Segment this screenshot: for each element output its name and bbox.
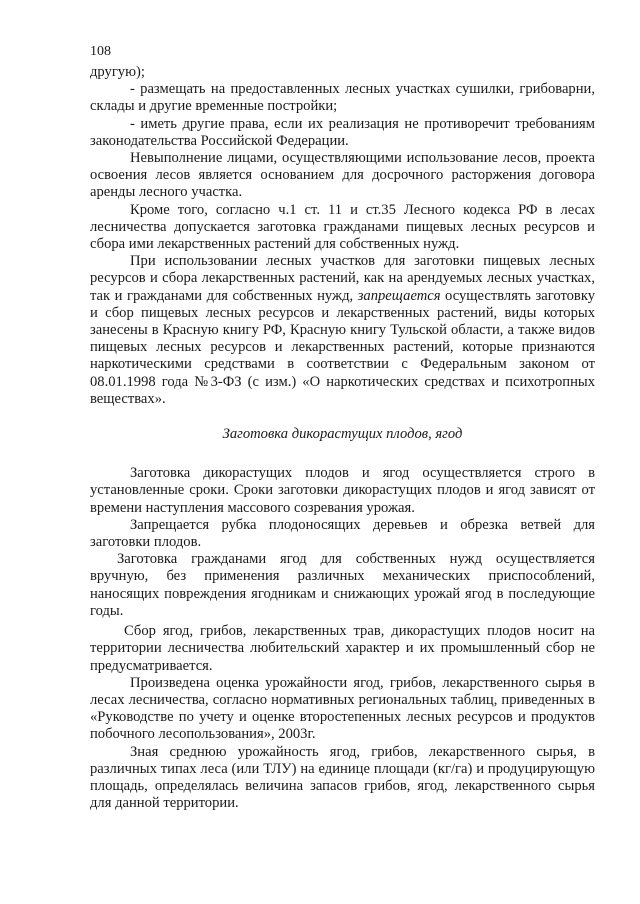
- paragraph: Заготовка гражданами ягод для собственных нужд осуществляется вручную, без применения различных механических приспособлений, наносящих повреждения ягодникам и снижающих урожай ягод в последующие годы.: [90, 551, 595, 619]
- paragraph: Сбор ягод, грибов, лекарственных трав, дикорастущих плодов носит на территории лесничества любительский характер и их промышленный сбор не предусматривается.: [90, 623, 595, 674]
- paragraph: Произведена оценка урожайности ягод, грибов, лекарственного сырья в лесах лесничества, согласно нормативных региональных таблиц, приведенных в «Руководстве по учету и оценке второстепенных лесных ресурсов и продуктов побочного лесопользования», 2003г.: [90, 674, 595, 743]
- paragraph: другую);: [90, 64, 145, 80]
- list-item: - размещать на предоставленных лесных участках сушилки, грибоварни, склады и другие временные постройки;: [90, 81, 595, 115]
- paragraph-text: осуществлять заготовку и сбор пищевых лесных ресурсов и лекарственных растений, виды которых занесены в Красную книгу РФ, Красную книгу Тульской области, а также видов пищевых лесных ресурсов и лекарственных растений, которые признаются наркотическими средствами в соответствии с Федеральным законом от 08.01.1998 года №3-ФЗ (с изм.) «О наркотических средствах и психотропных веществах».: [90, 287, 595, 407]
- section-heading: Заготовка дикорастущих плодов, ягод: [222, 426, 463, 443]
- page-body: [90, 64, 595, 812]
- emphasized-word: запрещается: [357, 287, 441, 304]
- paragraph: Невыполнение лицами, осуществляющими использование лесов, проекта освоения лесов является основанием для досрочного расторжения договора аренды лесного участка.: [90, 150, 595, 201]
- paragraph-prohibition: [90, 253, 595, 408]
- paragraph: Кроме того, согласно ч.1 ст. 11 и ст.35 Лесного кодекса РФ в лесах лесничества допускается заготовка гражданами пищевых лесных ресурсов и сбора ими лекарственных растений для собственных нужд.: [90, 201, 595, 253]
- list-item: - иметь другие права, если их реализация не противоречит требованиям законодательства Российской Федерации.: [90, 115, 595, 149]
- paragraph: Зная среднюю урожайность ягод, грибов, лекарственного сырья, в различных типах леса (или ТЛУ) на единице площади (кг/га) и продуцирующую площадь, определялась величина запасов грибов, ягод, лекарственного сырья для данной территории.: [90, 743, 595, 812]
- paragraph-text: При использовании лесных участков для заготовки пищевых лесных ресурсов и сбора лекарственных растений, как на арендуемых лесных участках, так и гражданами для собственных нужд,: [90, 253, 595, 304]
- page-number: 108: [90, 44, 111, 59]
- paragraph: Запрещается рубка плодоносящих деревьев и обрезка ветвей для заготовки плодов.: [90, 516, 595, 551]
- paragraph: Заготовка дикорастущих плодов и ягод осуществляется строго в установленные сроки. Сроки заготовки дикорастущих плодов и ягод зависят от времени наступления массового созревания урожая.: [90, 465, 595, 516]
